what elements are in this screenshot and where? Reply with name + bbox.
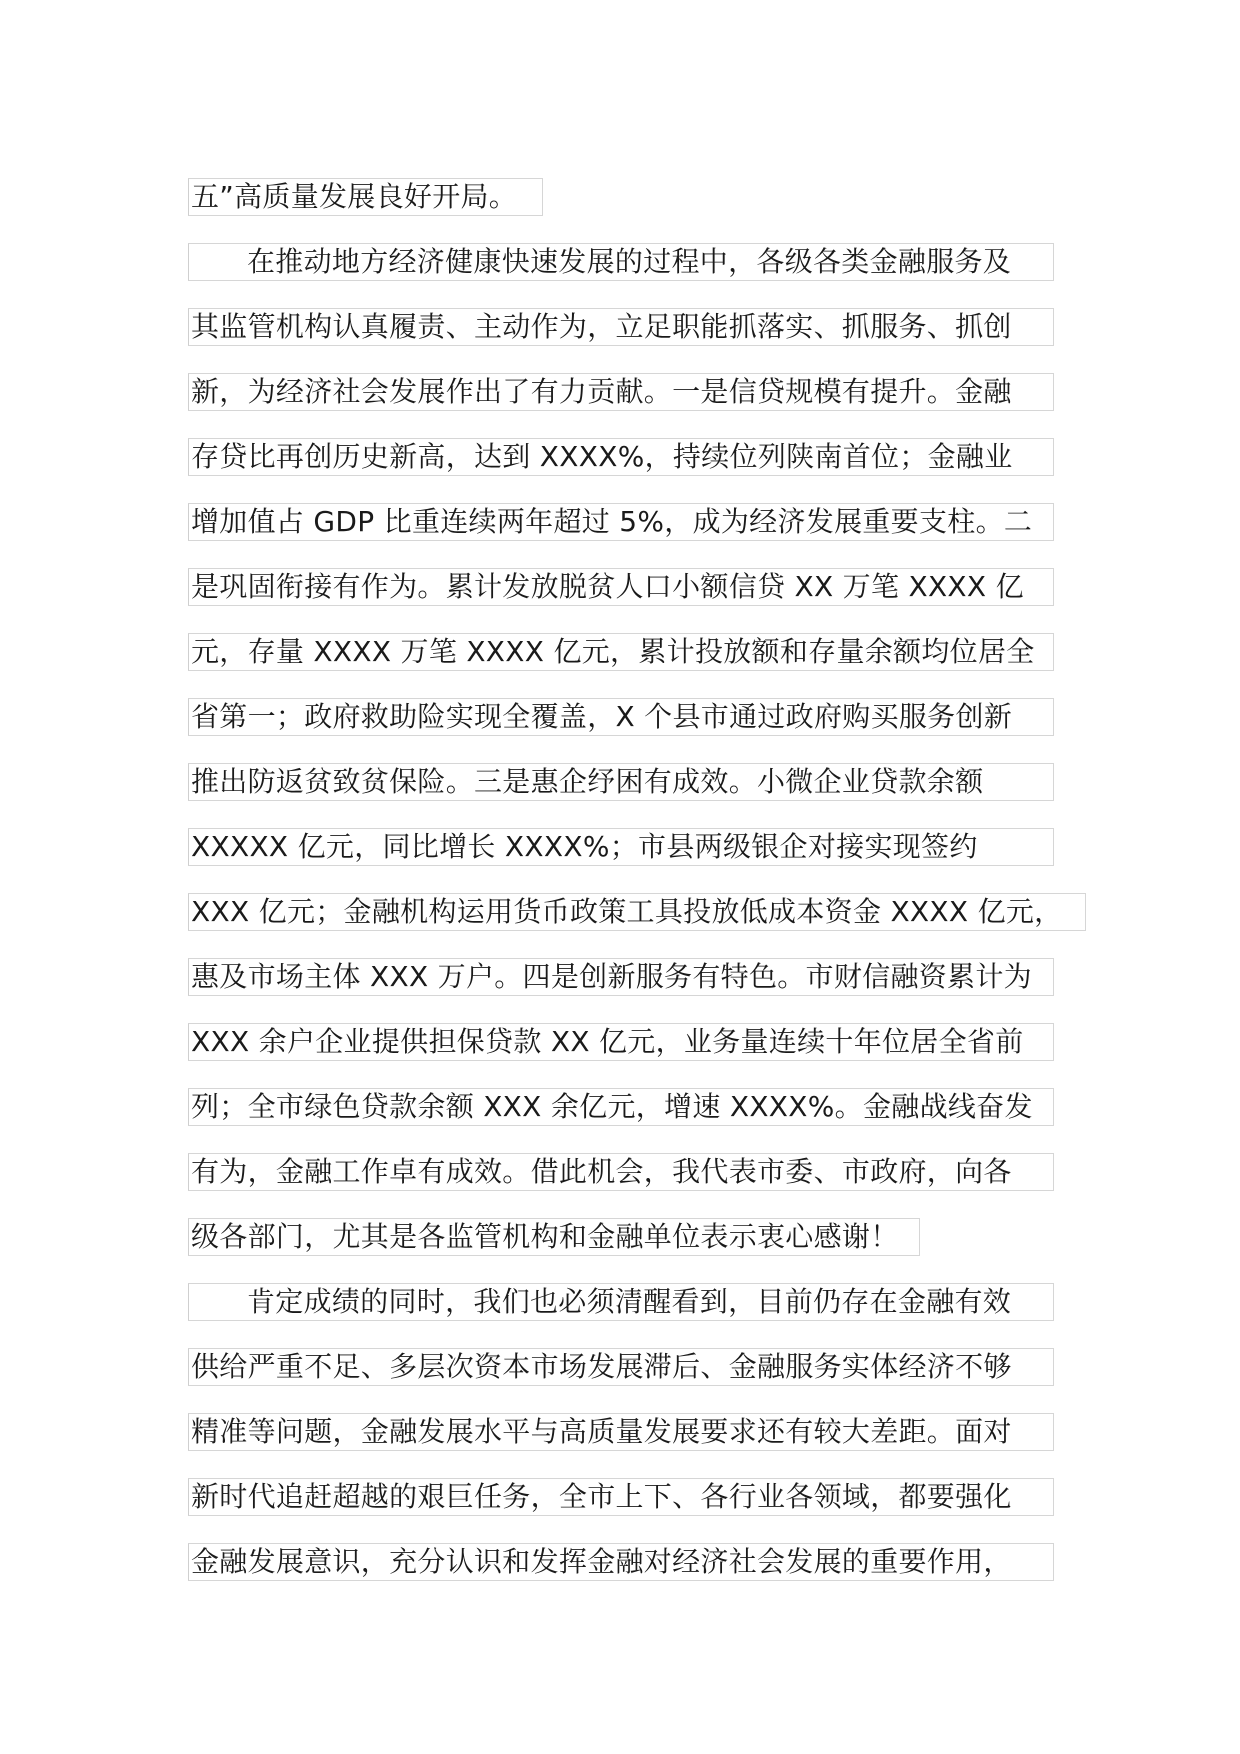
- text-line-box: [188, 1023, 1054, 1061]
- text-line-box: [188, 763, 1054, 801]
- text-line: [188, 1471, 1088, 1536]
- text-line-box: [188, 1283, 1054, 1321]
- text-line: [188, 1341, 1088, 1406]
- text-line-box: [188, 503, 1054, 541]
- text-line: [188, 496, 1088, 561]
- text-line: [188, 886, 1088, 951]
- text-line: [188, 951, 1088, 1016]
- text-line-content: 列；全市绿色贷款余额 XXX 余亿元，增速 XXXX%。金融战线奋发: [191, 1090, 1033, 1123]
- text-line-content: 精准等问题，金融发展水平与高质量发展要求还有较大差距。面对: [191, 1415, 1012, 1448]
- text-line-content: 五”高质量发展良好开局。: [191, 180, 518, 213]
- text-line-box: [188, 828, 1054, 866]
- text-line-box: [188, 1218, 920, 1256]
- text-line-content: 存贷比再创历史新高，达到 XXXX%，持续位列陕南首位；金融业: [191, 440, 1013, 473]
- text-line-box: [188, 1153, 1054, 1191]
- text-line-content: 级各部门，尤其是各监管机构和金融单位表示衷心感谢！: [191, 1220, 899, 1253]
- text-line: [188, 1536, 1088, 1601]
- text-line-content: 有为，金融工作卓有成效。借此机会，我代表市委、市政府，向各: [191, 1155, 1012, 1188]
- text-line: [188, 1406, 1088, 1471]
- text-line-box: [188, 373, 1054, 411]
- text-line-box: [188, 698, 1054, 736]
- text-line-box: [188, 633, 1054, 671]
- text-line-content: 新时代追赶超越的艰巨任务，全市上下、各行业各领域，都要强化: [191, 1480, 1012, 1513]
- text-line-box: [188, 308, 1054, 346]
- text-line: [188, 756, 1088, 821]
- text-line-content: XXXXX 亿元，同比增长 XXXX%；市县两级银企对接实现签约: [191, 830, 978, 863]
- text-line: [188, 366, 1088, 431]
- text-line: [188, 1081, 1088, 1146]
- text-line: [188, 236, 1088, 301]
- text-line-content: 肯定成绩的同时，我们也必须清醒看到，目前仍存在金融有效: [247, 1285, 1012, 1318]
- text-line-content: 在推动地方经济健康快速发展的过程中，各级各类金融服务及: [247, 245, 1012, 278]
- text-line-content: 新，为经济社会发展作出了有力贡献。一是信贷规模有提升。金融: [191, 375, 1012, 408]
- text-line-box: [188, 1348, 1054, 1386]
- text-line: [188, 561, 1088, 626]
- text-line-content: 是巩固衔接有作为。累计发放脱贫人口小额信贷 XX 万笔 XXXX 亿: [191, 570, 1024, 603]
- text-line: [188, 171, 1088, 236]
- text-line-box: [188, 1478, 1054, 1516]
- text-line-box: [188, 1088, 1054, 1126]
- text-line-content: 惠及市场主体 XXX 万户。四是创新服务有特色。市财信融资累计为: [191, 960, 1032, 993]
- text-line-content: XXX 亿元；金融机构运用货币政策工具投放低成本资金 XXXX 亿元，: [191, 895, 1063, 928]
- text-line-content: 省第一；政府救助险实现全覆盖，X 个县市通过政府购买服务创新: [191, 700, 1013, 733]
- text-line: [188, 1276, 1088, 1341]
- text-line-box: [188, 1543, 1054, 1581]
- text-line-box: [188, 568, 1054, 606]
- text-line-content: 增加值占 GDP 比重连续两年超过 5%，成为经济发展重要支柱。二: [191, 505, 1033, 538]
- text-line-content: 其监管机构认真履责、主动作为，立足职能抓落实、抓服务、抓创: [191, 310, 1012, 343]
- text-line-box: [188, 243, 1054, 281]
- text-line-content: XXX 余户企业提供担保贷款 XX 亿元，业务量连续十年位居全省前: [191, 1025, 1024, 1058]
- text-line: [188, 1211, 1088, 1276]
- text-line: [188, 821, 1088, 886]
- text-line-content: 元，存量 XXXX 万笔 XXXX 亿元，累计投放额和存量余额均位居全: [191, 635, 1035, 668]
- text-line: [188, 301, 1088, 366]
- text-line-box: [188, 178, 543, 216]
- text-line-content: 推出防返贫致贫保险。三是惠企纾困有成效。小微企业贷款余额: [191, 765, 984, 798]
- document-body: [188, 171, 1088, 1601]
- text-line-box: [188, 958, 1054, 996]
- text-line-box: [188, 893, 1086, 931]
- text-line-box: [188, 1413, 1054, 1451]
- text-line: [188, 691, 1088, 756]
- text-line: [188, 626, 1088, 691]
- text-line: [188, 431, 1088, 496]
- text-line-box: [188, 438, 1054, 476]
- text-line: [188, 1146, 1088, 1211]
- text-line-content: 金融发展意识，充分认识和发挥金融对经济社会发展的重要作用，: [191, 1545, 1012, 1578]
- text-line: [188, 1016, 1088, 1081]
- text-line-content: 供给严重不足、多层次资本市场发展滞后、金融服务实体经济不够: [191, 1350, 1012, 1383]
